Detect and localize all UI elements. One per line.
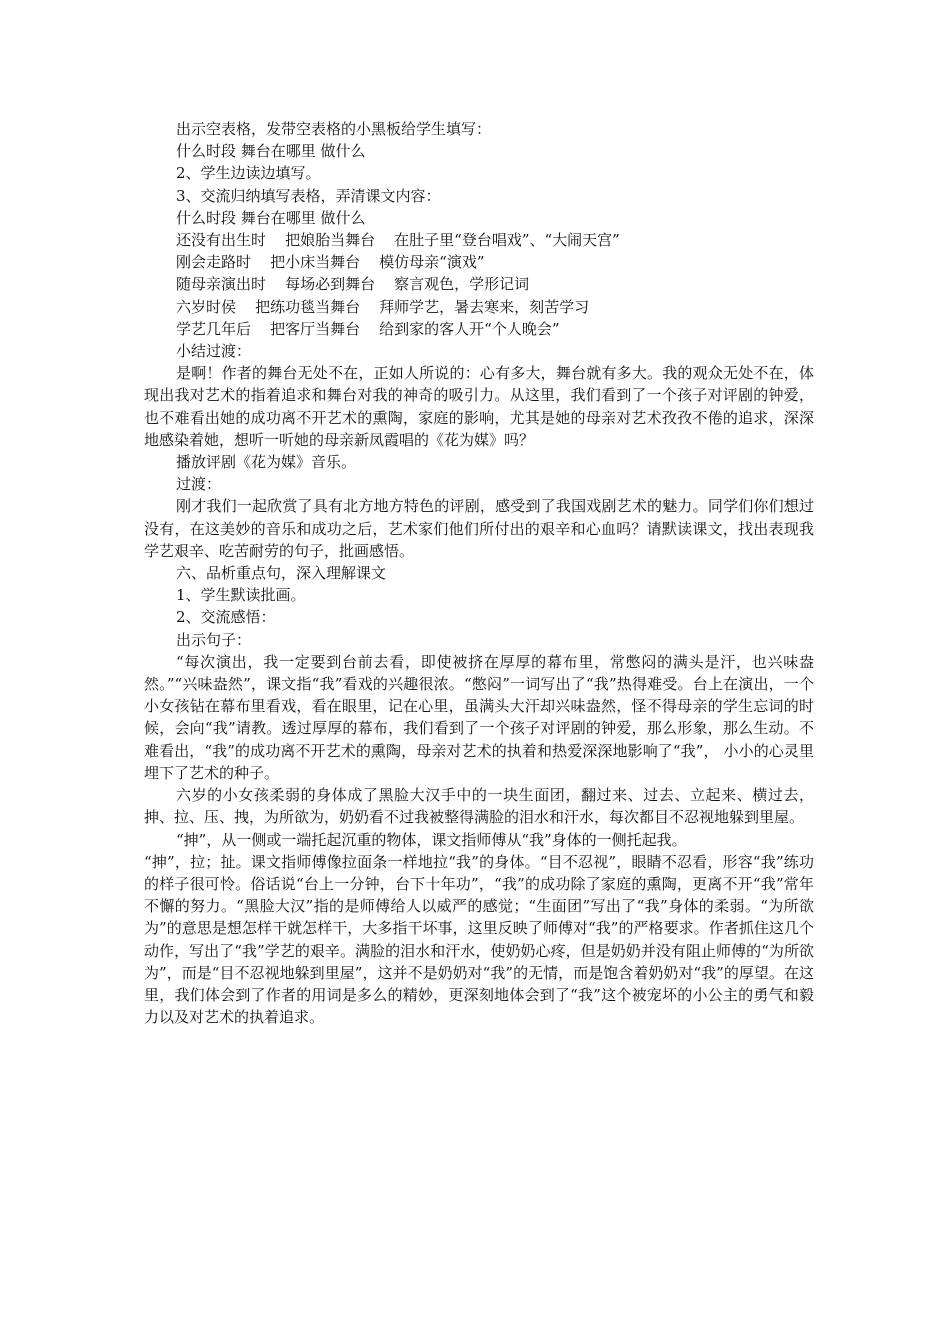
paragraph: 六岁的小女孩柔弱的身体成了黑脸大汉手中的一块生面团，翻过来、过去、立起来、横过去，抻、拉、压、拽，为所欲为，奶奶看不过我被整得满脸的泪水和汗水，每次都目不忍视地躲到里屋。 — [144, 786, 814, 827]
table-row: 还没有出生时 把娘胎当舞台 在肚子里“登台唱戏”、“大闹天宫” — [176, 231, 620, 250]
table-row: 刚会走路时 把小床当舞台 模仿母亲“演戏” — [176, 253, 485, 272]
table-row: 随母亲演出时 每场必到舞台 察言观色，学形记词 — [176, 275, 530, 294]
table-row: 六岁时侯 把练功毯当舞台 拜师学艺，暑去寒来，刻苦学习 — [176, 297, 590, 316]
step-line: 1、学生默读批画。 — [176, 586, 306, 605]
section-heading: 六、品析重点句，深入理解课文 — [176, 564, 387, 583]
instruction-line: 出示空表格，发带空表格的小黑板给学生填写： — [176, 120, 492, 138]
paragraph: “抻”，拉；扯。课文指师傅像拉面条一样地拉“我”的身体。“目不忍视”，眼睛不忍看，形容“我”练功的样子很可怜。俗话说“台上一分钟，台下十年功”，“我”的成功除了家庭的熏陶，更离不开“我”常年不懈的努力。“黑脸大汉”指的是师傅给人以威严的感觉；“生面团”写出了“我”身体的柔弱。“为所欲为”的意思是想怎样干就怎样干，大多指干坏事，这里反映了师傅对“我”的严格要求。作者抓住这几个动作，写出了“我”学艺的艰辛。满脸的泪水和汗水，使奶奶心疼，但是奶奶并没有阻止师傅的“为所欲为”，而是“目不忍视地躲到里屋”，这并不是奶奶对“我”的无情，而是饱含着奶奶对“我”的厚望。在这里，我们体会到了作者的用词是多么的精妙，更深刻地体会到了“我”这个被宠坏的小公主的勇气和毅力以及对艺术的执着追求。 — [144, 852, 814, 1027]
step-line: 3、交流归纳填写表格，弄清课文内容： — [176, 186, 441, 205]
paragraph: “抻”，从一侧或一端托起沉重的物体，课文指师傅从“我”身体的一侧托起我。 — [176, 830, 687, 849]
paragraph: 是啊！作者的舞台无处不在，正如人所说的：心有多大，舞台就有多大。我的观众无处不在，体现出我对艺术的指着追求和舞台对我的神奇的吸引力。从这里，我们看到了一个孩子对评剧的钟爱，也不难看出她的成功离不开艺术的熏陶，家庭的影响，尤其是她的母亲对艺术孜孜不倦的追求，深深地感染着她，想听一听她的母亲新凤霞唱的《花为媒》吗？ — [144, 364, 814, 449]
summary-label: 小结过渡： — [176, 342, 252, 361]
transition-label: 过渡： — [176, 475, 222, 494]
step-line: 2、学生边读边填写。 — [176, 164, 321, 183]
paragraph: “每次演出，我一定要到台前去看，即使被挤在厚厚的幕布里，常憋闷的满头是汗，也兴味盎然。”“兴味盎然”，课文指“我”看戏的兴趣很浓。“憋闷”一词写出了“我”热得难受。台上在演出，一个小女孩钻在幕布里看戏，看在眼里，记在心里，虽满头大汗却兴味盎然，怪不得母亲的学生忘词的时候，会向“我”请教。透过厚厚的幕布，我们看到了一个孩子对评剧的钟爱，那么形象，那么生动。不难看出，“我”的成功离不开艺术的熏陶，母亲对艺术的执着和热爱深深地影响了“我”， 小小的心灵里埋下了艺术的种子。 — [144, 652, 814, 782]
table-row: 学艺几年后 把客厅当舞台 给到家的客人开“个人晚会” — [176, 319, 560, 338]
table-header: 什么时段 舞台在哪里 做什么 — [176, 142, 366, 161]
step-line: 2、交流感悟： — [176, 608, 276, 627]
show-sentence-label: 出示句子： — [176, 630, 252, 649]
paragraph: 刚才我们一起欣赏了具有北方地方特色的评剧，感受到了我国戏剧艺术的魅力。同学们你们想过没有，在这美妙的音乐和成功之后，艺术家们他们所付出的艰辛和心血吗？请默读课文，找出表现我学艺艰辛、吃苦耐劳的句子，批画感悟。 — [144, 497, 814, 560]
document-page — [144, 118, 814, 1028]
music-line: 播放评剧《花为媒》音乐。 — [176, 453, 357, 472]
table-header: 什么时段 舞台在哪里 做什么 — [176, 208, 366, 227]
